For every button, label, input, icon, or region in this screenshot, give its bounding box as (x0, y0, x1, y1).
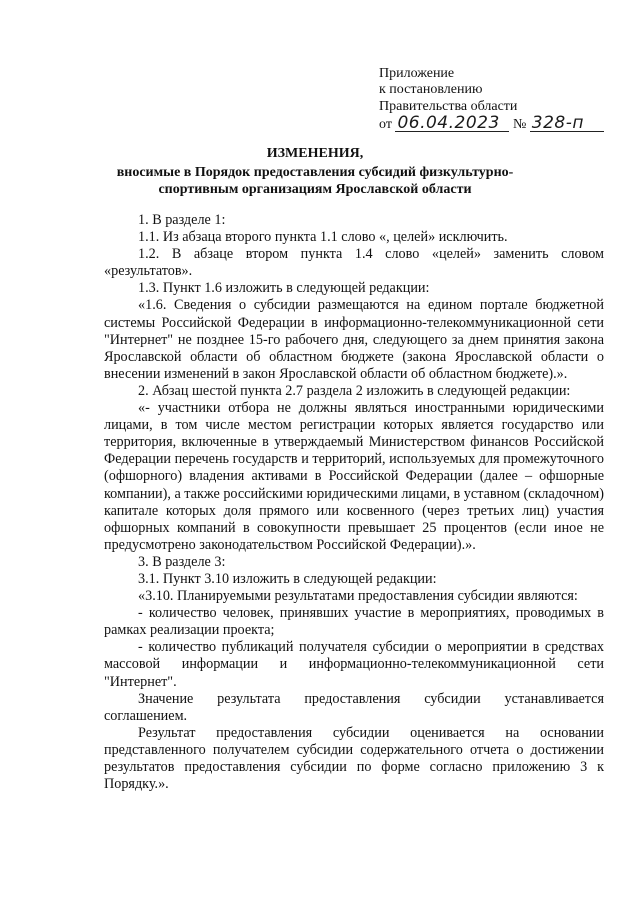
number-sign: № (512, 117, 527, 133)
paragraph: 3. В разделе 3: (138, 553, 226, 570)
paragraph: - количество человек, принявших участие в мероприятиях, проводимых в рамках реализации проекта; (104, 605, 604, 639)
from-prefix: от (379, 117, 392, 133)
paragraph: 2. Абзац шестой пункта 2.7 раздела 2 изложить в следующей редакции: (138, 382, 571, 399)
paragraph: «3.10. Планируемыми результатами предоставления субсидии являются: (138, 588, 578, 605)
paragraph: 3.1. Пункт 3.10 изложить в следующей редакции: (138, 570, 437, 587)
appendix-block (379, 66, 604, 134)
paragraph: 1.1. Из абзаца второго пункта 1.1 слово «, целей» исключить. (138, 229, 508, 246)
title-heading: ИЗМЕНЕНИЯ, (266, 146, 364, 161)
paragraph: 1. В разделе 1: (138, 212, 226, 228)
document-title (100, 145, 530, 198)
appendix-line-1: Приложение (379, 66, 455, 81)
paragraph: Значение результата предоставления субсидии устанавливается соглашением. (104, 690, 604, 724)
title-subheading: вносимые в Порядок предоставления субсидий физкультурно-спортивным организациям Ярославской области (116, 165, 514, 197)
paragraph: Результат предоставления субсидии оценивается на основании представленного получателем субсидии содержательного отчета о достижении результатов предоставления субсидии по форме согласно приложению 3 к Порядку.». (104, 724, 604, 793)
appendix-date-line (379, 115, 604, 133)
handwritten-number: 328-п (530, 115, 604, 132)
appendix-line-2: к постановлению (379, 82, 483, 98)
document-body (104, 212, 604, 793)
paragraph: 1.2. В абзаце втором пункта 1.4 слово «целей» заменить словом «результатов». (104, 246, 604, 280)
paragraph: «1.6. Сведения о субсидии размещаются на едином портале бюджетной системы Российской Федерации в информационно-телекоммуникационной сети "Интернет" не позднее 15-го рабочего дня, следующего за днем принятия закона Ярославской области об областном бюджете (закона Ярославской области о внесении изменений в закон Ярославской области об областном бюджете).». (104, 297, 604, 382)
paragraph: 1.3. Пункт 1.6 изложить в следующей редакции: (138, 280, 430, 297)
handwritten-date: 06.04.2023 (395, 115, 509, 132)
paragraph: - количество публикаций получателя субсидии о мероприятии в средствах массовой информации и информационно-телекоммуникационной сети "Интернет". (104, 639, 604, 690)
paragraph: «- участники отбора не должны являться иностранными юридическими лицами, в том числе местом регистрации которых является государство или территория, включенные в утверждаемый Министерством финансов Российской Федерации перечень государств и территорий, используемых для промежуточного (офшорного) владения активами в Российской Федерации (далее – офшорные компании), а также российскими юридическими лицами, в уставном (складочном) капитале которых доля прямого или косвенного (через третьих лиц) участия офшорных компаний в совокупности превышает 25 процентов (если иное не предусмотрено законодательством Российской Федерации).». (104, 400, 604, 553)
appendix-line-3: Правительства области (379, 98, 518, 114)
